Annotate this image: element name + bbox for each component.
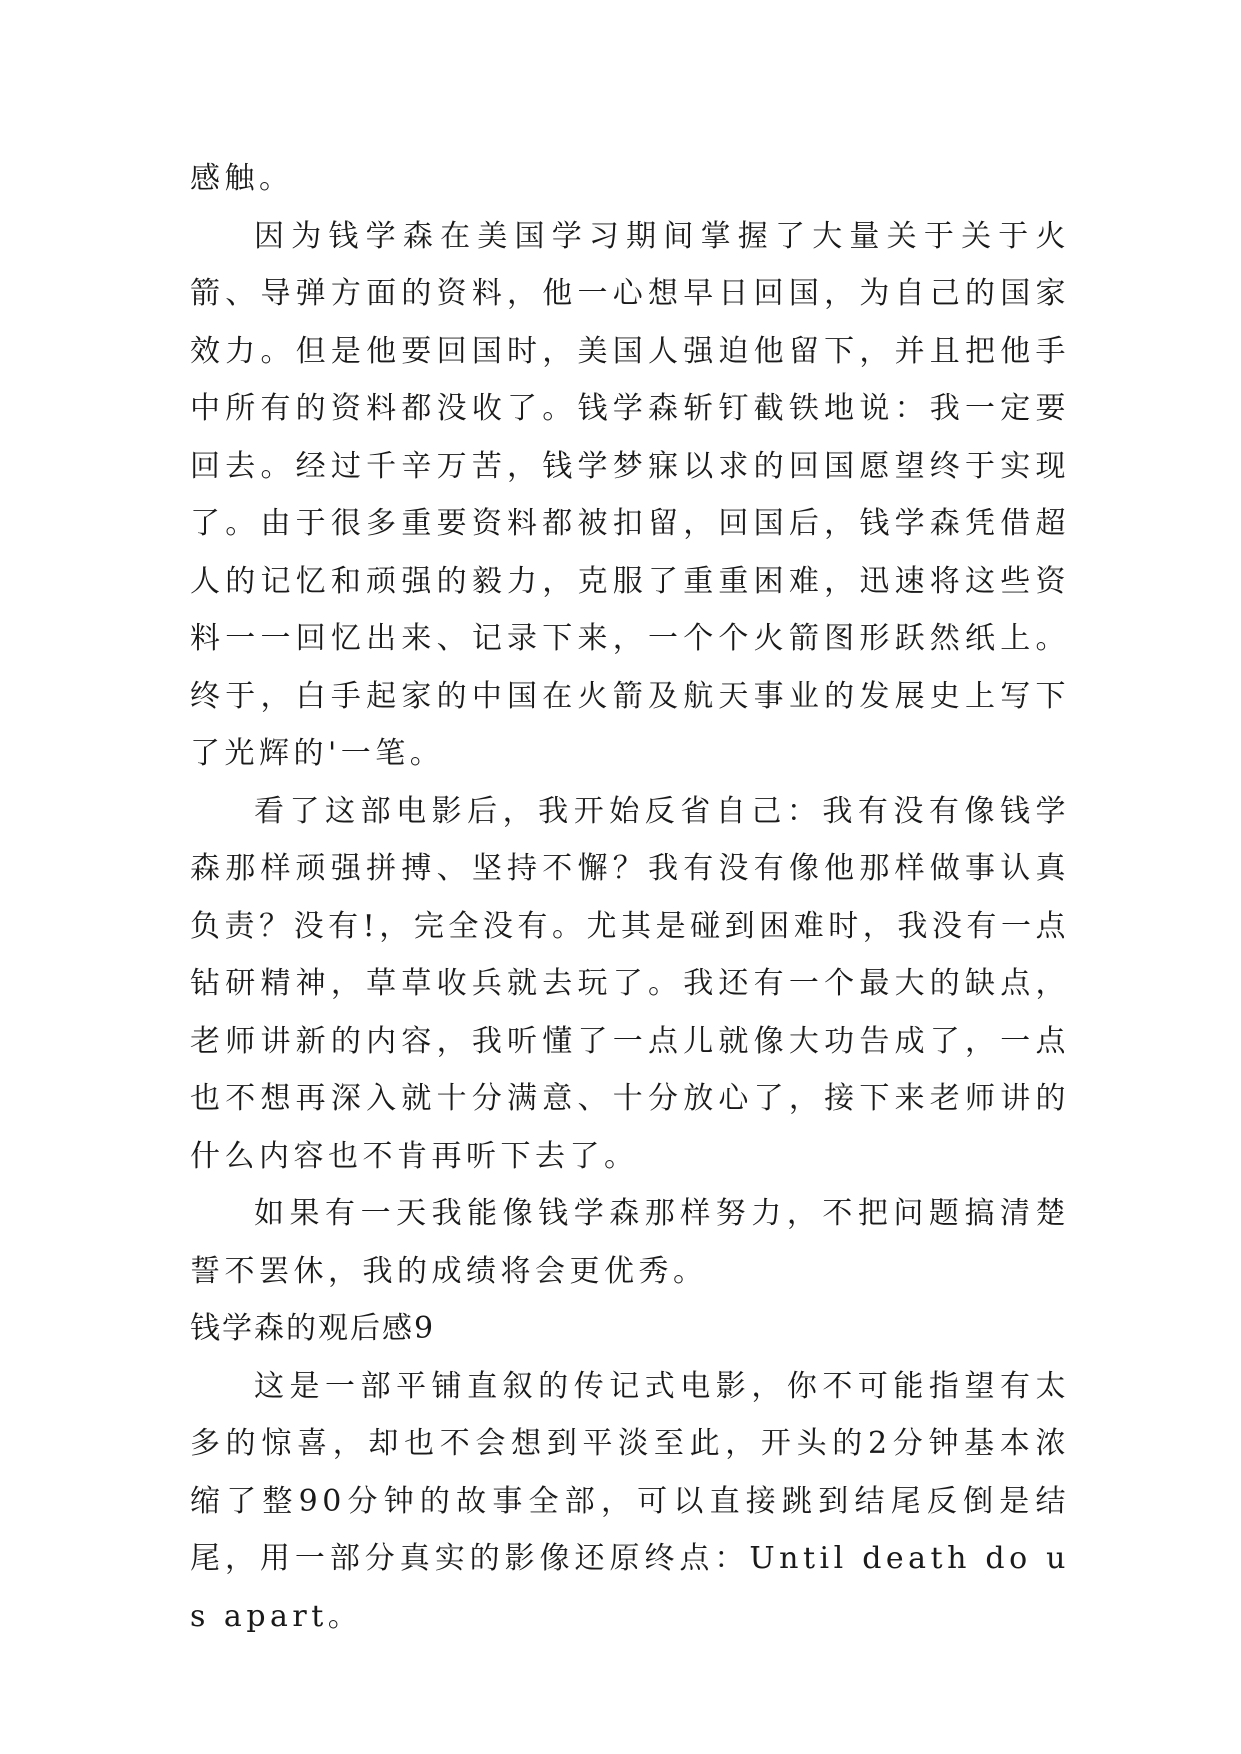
paragraph-film-review: 这是一部平铺直叙的传记式电影，你不可能指望有太多的惊喜，却也不会想到平淡至此，开头的2分钟基本浓缩了整90分钟的故事全部，可以直接跳到结尾反倒是结尾，用一部分真实的影像还原终点：Until death do us apart。: [190, 1368, 1070, 1634]
paragraph-reflection: 看了这部电影后，我开始反省自己：我有没有像钱学森那样顽强拼搏、坚持不懈？我有没有像他那样做事认真负责？没有!，完全没有。尤其是碰到困难时，我没有一点钻研精神，草草收兵就去玩了。我还有一个最大的缺点，老师讲新的内容，我听懂了一点儿就像大功告成了，一点也不想再深入就十分满意、十分放心了，接下来老师讲的什么内容也不肯再听下去了。: [190, 793, 1070, 1174]
section-heading: 钱学森的观后感9: [190, 1311, 436, 1346]
paragraph-resolution: 如果有一天我能像钱学森那样努力，不把问题搞清楚誓不罢休，我的成绩将会更优秀。: [190, 1196, 1070, 1289]
document-body: [190, 150, 1070, 1645]
paragraph-return-home: 因为钱学森在美国学习期间掌握了大量关于关于火箭、导弹方面的资料，他一心想早日回国，为自己的国家效力。但是他要回国时，美国人强迫他留下，并且把他手中所有的资料都没收了。钱学森斩钉截铁地说：我一定要回去。经过千辛万苦，钱学梦寐以求的回国愿望终于实现了。由于很多重要资料都被扣留，回国后，钱学森凭借超人的记忆和顽强的毅力，克服了重重困难，迅速将这些资料一一回忆出来、记录下来，一个个火箭图形跃然纸上。终于，白手起家的中国在火箭及航天事业的发展史上写下了光辉的'一笔。: [190, 218, 1070, 771]
paragraph-continuation: 感触。: [190, 161, 294, 196]
